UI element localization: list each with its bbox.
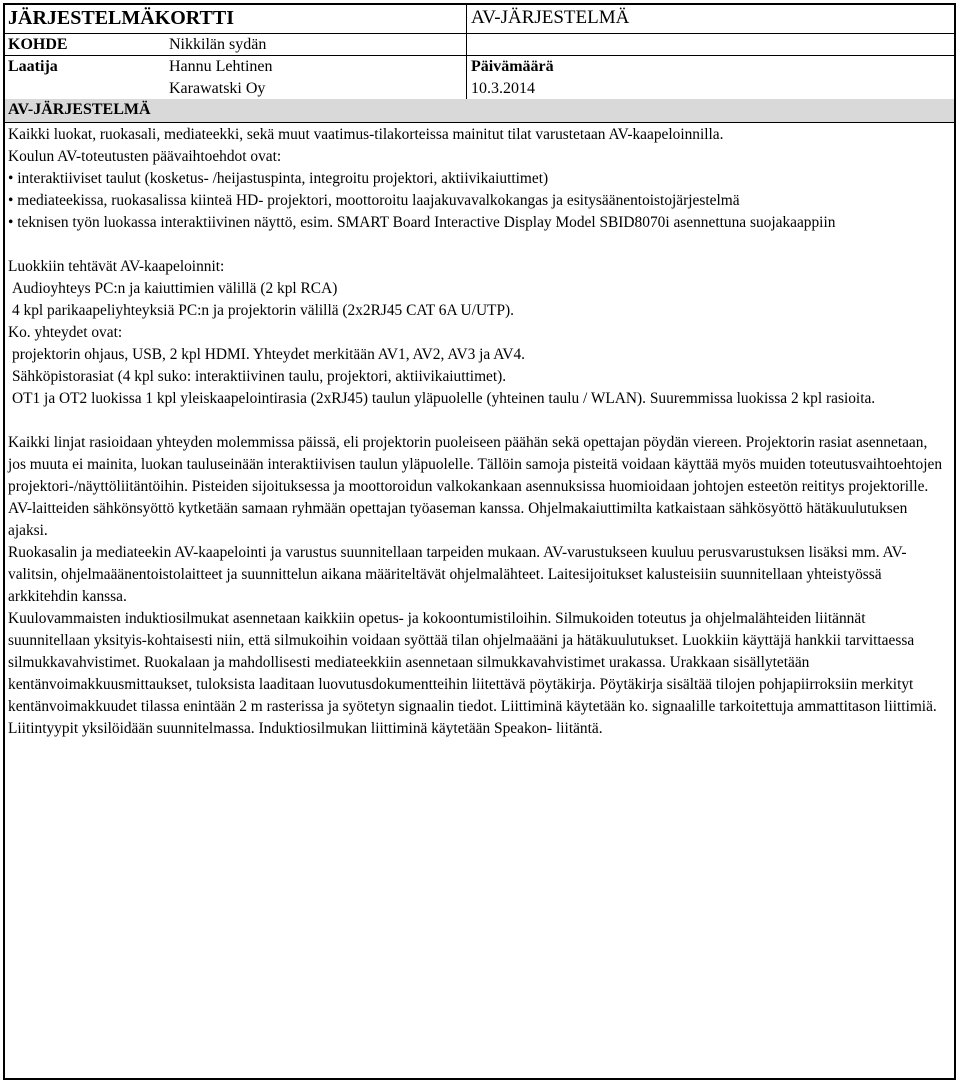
section-title: AV-JÄRJESTELMÄ [8,101,151,118]
system-card [3,3,956,1080]
document-title: JÄRJESTELMÄKORTTI [8,7,235,29]
list-item: 4 kpl parikaapeliyhteyksiä PC:n ja projektorin välillä (2x2RJ45 CAT 6A U/UTP). [12,302,514,319]
kohde-value: Nikkilän sydän [169,36,267,53]
bullet-item: • teknisen työn luokassa interaktiivinen näyttö, esim. SMART Board Interactive Display Model SBID8070i asennettuna suojakaappiin [8,214,836,231]
bullet-item: • interaktiiviset taulut (kosketus- /heijastuspinta, integroitu projektori, aktiivikaiuttimet) [8,170,549,187]
date-value: 10.3.2014 [471,80,535,97]
paragraph: Ruokasalin ja mediateekin AV-kaapelointi ja varustus suunnitellaan tarpeiden mukaan. AV-varustukseen kuuluu perusvarustuksen lisäksi mm. AV-valitsin, ohjelmaäänentoistolaitteet ja suunnittelun aikana määriteltävät ohjelmalähteet. Laitesijoitukset kalusteisiin suunnitellaan yhteistyössä arkkitehdin kanssa. [8,544,907,605]
bullet-item: • mediateekissa, ruokasalissa kiinteä HD- projektori, moottoroitu laajakuvavalkokangas ja esitysäänentoistojärjestelmä [8,192,740,209]
laatija-name: Hannu Lehtinen [169,58,273,75]
paragraph: Kaikki linjat rasioidaan yhteyden molemmissa päissä, eli projektorin puoleiseen päähän sekä opettajan pöydän viereen. Projektorin rasiat asennetaan, jos muuta ei mainita, luokan tauluseinään interaktiivisen taulun yläpuolelle. Tällöin samoja pisteitä voidaan käyttää myös muiden toteutusvaihtoehtojen projektori-/näyttöliitäntöihin. Pisteiden sijoituksessa ja moottoroidun valkokankaan asennuksissa huomioidaan johtojen esteetön reititys projektorille. [8,434,943,495]
paragraph: Kaikki luokat, ruokasali, mediateekki, sekä muut vaatimus-tilakorteissa mainitut tilat varustetaan AV-kaapeloinnilla. [8,126,724,143]
paragraph: Ko. yhteydet ovat: [8,324,123,341]
list-item: Audioyhteys PC:n ja kaiuttimien välillä (2 kpl RCA) [12,280,338,297]
spacer [8,410,948,432]
spacer [8,234,948,256]
laatija-label: Laatija [8,58,58,75]
laatija-company: Karawatski Oy [169,80,266,97]
list-item: OT1 ja OT2 luokissa 1 kpl yleiskaapelointirasia (2xRJ45) taulun yläpuolelle (yhteinen taulu / WLAN). Suuremmissa luokissa 2 kpl rasioita. [12,390,876,407]
list-item: projektorin ohjaus, USB, 2 kpl HDMI. Yhteydet merkitään AV1, AV2, AV3 ja AV4. [12,346,526,363]
system-title: AV-JÄRJESTELMÄ [471,7,630,28]
paragraph: Luokkiin tehtävät AV-kaapeloinnit: [8,258,225,275]
card-header [5,5,954,124]
kohde-label: KOHDE [8,36,68,53]
list-item: Sähköpistorasiat (4 kpl suko: interaktiivinen taulu, projektori, aktiivikaiuttimet). [12,368,507,385]
paragraph: Koulun AV-toteutusten päävaihtoehdot ovat: [8,148,282,165]
section-body [8,124,948,740]
paragraph: Kuulovammaisten induktiosilmukat asennetaan kaikkiin opetus- ja kokoontumistiloihin. Silmukoiden toteutus ja ohjelmalähteiden liitännät suunnitellaan yksityis-kohtaisesti niin, että silmukoihin voidaan syöttää tilan ohjelmaääni ja hätäkuulutukset. Luokkiin käyttäjä hankkii tarvittaessa silmukkavahvistimet. Ruokalaan ja mahdollisesti mediateekkiin asennetaan silmukkavahvistimet urakassa. Urakkaan sisällytetään kentänvoimakkuusmittaukset, tuloksista laaditaan luovutusdokumentteihin liitettävä pöytäkirja. Pöytäkirja sisältää tilojen pohjapiirroksiin merkityt kentänvoimakkuudet tilassa enintään 2 m rasterissa ja syötetyn signaalin tiedot. Liittiminä käytetään ko. signaalille tarkoitettuja ammattitason liittimiä. Liitintyypit yksilöidään suunnitelmassa. Induktiosilmukan liittiminä käytetään Speakon- liitäntä. [8,610,937,737]
paragraph: AV-laitteiden sähkönsyöttö kytketään samaan ryhmään opettajan työaseman kanssa. Ohjelmakaiuttimilta katkaistaan sähkösyöttö hätäkuulutuksen ajaksi. [8,500,908,539]
date-label: Päivämäärä [471,58,554,75]
